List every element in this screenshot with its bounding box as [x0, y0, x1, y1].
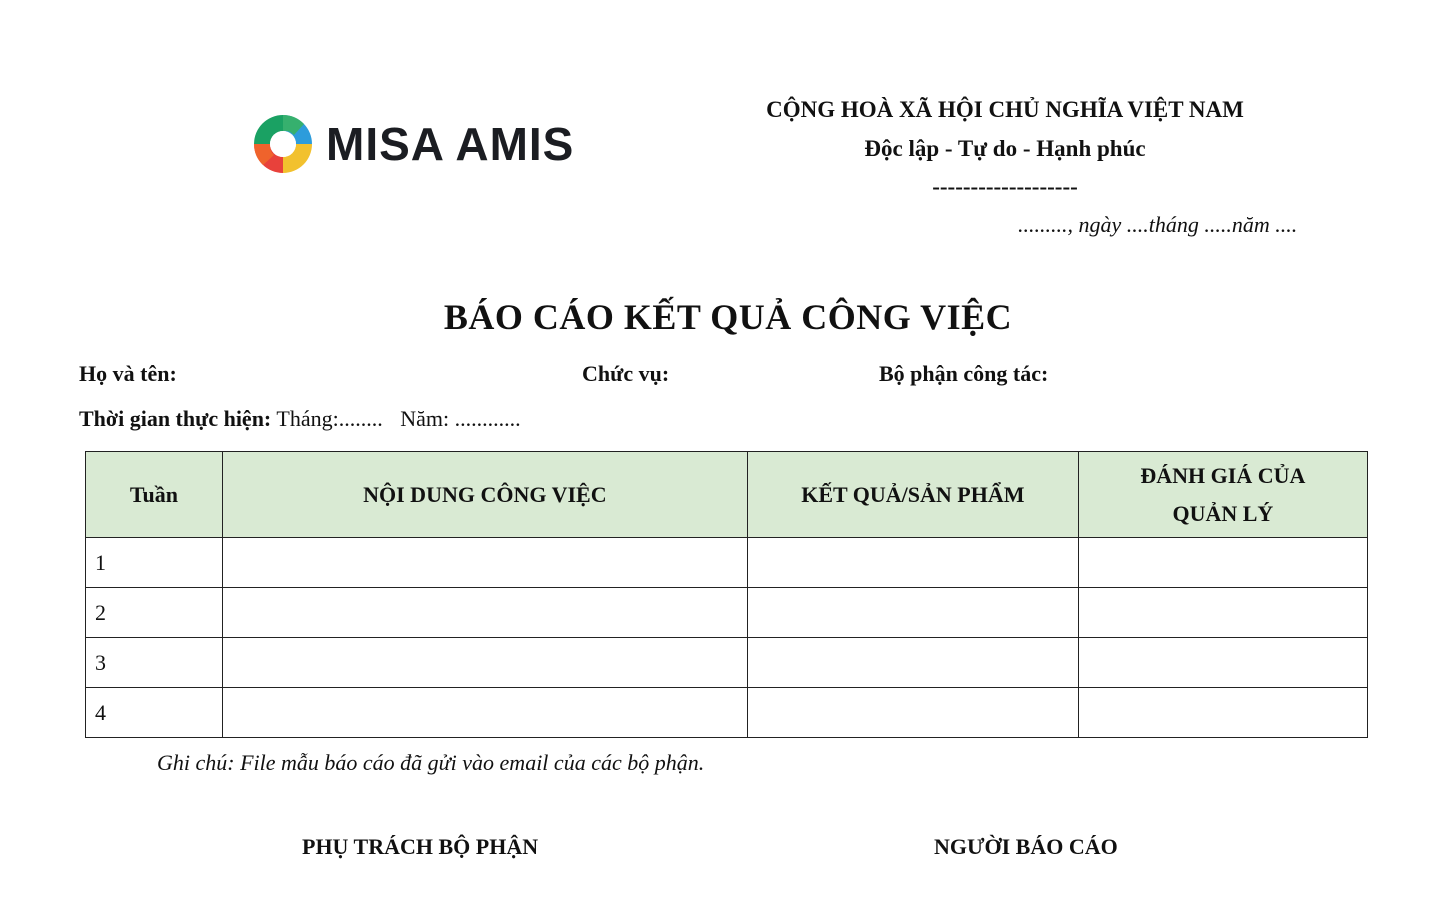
department-label: Bộ phận công tác: — [879, 361, 1049, 386]
period-year: Năm: ............ — [400, 406, 521, 431]
period-line — [79, 406, 521, 432]
content-cell[interactable] — [222, 538, 747, 588]
header-result: KẾT QUẢ/SẢN PHẨM — [747, 452, 1078, 538]
misa-amis-logo-icon — [252, 113, 314, 175]
national-motto: Độc lập - Tự do - Hạnh phúc — [864, 136, 1146, 161]
week-cell: 1 — [86, 538, 223, 588]
report-table — [85, 451, 1368, 738]
signature-reporter: NGƯỜI BÁO CÁO — [934, 834, 1118, 859]
result-cell[interactable] — [747, 538, 1078, 588]
company-logo — [252, 113, 574, 175]
header-review-line1: ĐÁNH GIÁ CỦA — [1140, 462, 1306, 488]
table-row — [86, 538, 1368, 588]
header-content: NỘI DUNG CÔNG VIỆC — [222, 452, 747, 538]
note-text: Ghi chú: File mẫu báo cáo đã gửi vào email của các bộ phận. — [157, 750, 705, 775]
position-label: Chức vụ: — [582, 361, 670, 386]
table-row — [86, 688, 1368, 738]
period-label: Thời gian thực hiện: — [79, 406, 272, 431]
content-cell[interactable] — [222, 688, 747, 738]
signature-department-head: PHỤ TRÁCH BỘ PHẬN — [302, 834, 539, 859]
week-cell: 3 — [86, 638, 223, 688]
table-row — [86, 638, 1368, 688]
nation-name: CỘNG HOÀ XÃ HỘI CHỦ NGHĨA VIỆT NAM — [766, 97, 1244, 122]
result-cell[interactable] — [747, 588, 1078, 638]
review-cell[interactable] — [1078, 688, 1367, 738]
result-cell[interactable] — [747, 638, 1078, 688]
header-divider: ------------------- — [932, 174, 1078, 199]
header-review-line2: QUẢN LÝ — [1172, 500, 1274, 526]
review-cell[interactable] — [1078, 588, 1367, 638]
header-review — [1078, 452, 1367, 538]
table-header-row — [86, 452, 1368, 538]
period-month: Tháng:........ — [276, 406, 383, 431]
date-line: ........., ngày ....tháng .....năm .... — [1018, 212, 1298, 237]
content-cell[interactable] — [222, 638, 747, 688]
review-cell[interactable] — [1078, 538, 1367, 588]
header-week: Tuần — [86, 452, 223, 538]
document-title: BÁO CÁO KẾT QUẢ CÔNG VIỆC — [443, 297, 1013, 337]
week-cell: 2 — [86, 588, 223, 638]
result-cell[interactable] — [747, 688, 1078, 738]
table-row — [86, 588, 1368, 638]
content-cell[interactable] — [222, 588, 747, 638]
logo-wordmark: MISA AMIS — [326, 118, 575, 170]
name-label: Họ và tên: — [79, 361, 177, 386]
review-cell[interactable] — [1078, 638, 1367, 688]
week-cell: 4 — [86, 688, 223, 738]
